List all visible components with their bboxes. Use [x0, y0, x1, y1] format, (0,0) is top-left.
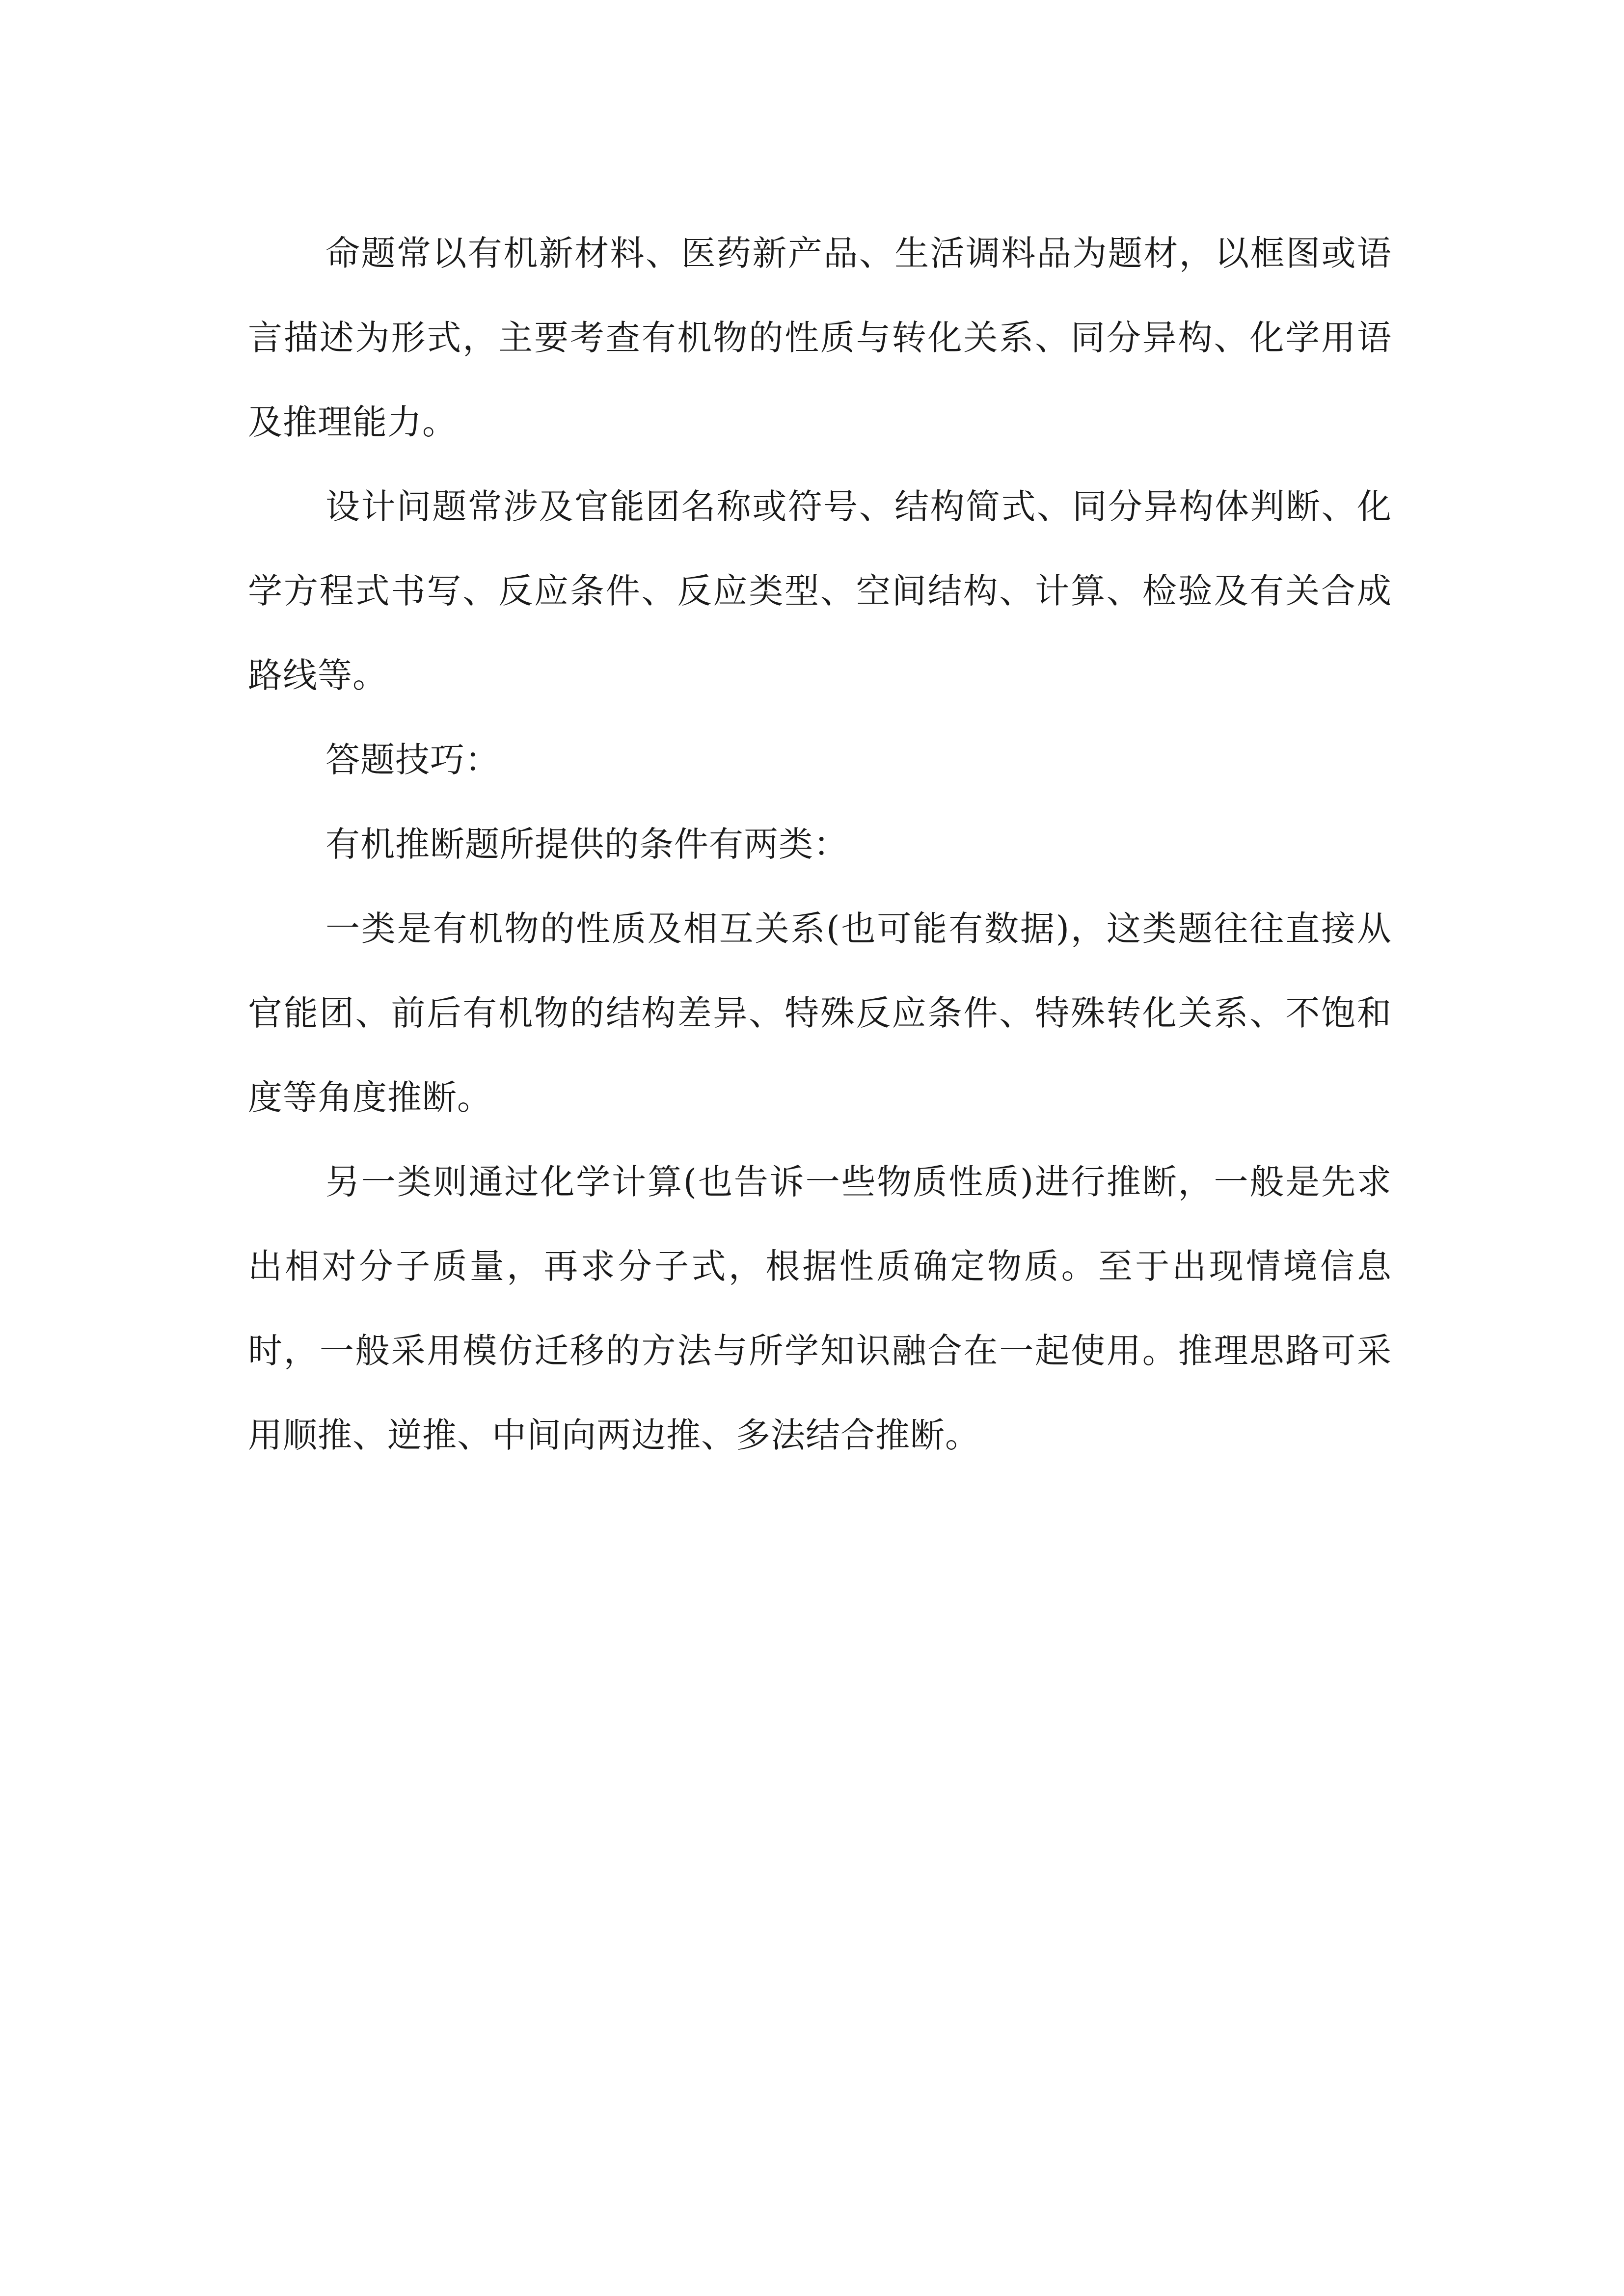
paragraph-answer-tips-heading: 答题技巧： [325, 740, 500, 780]
paragraph-condition-types: 有机推断题所提供的条件有两类： [325, 824, 848, 864]
document-body [248, 211, 1392, 1477]
paragraph-topic-overview: 命题常以有机新材料、医药新产品、生活调料品为题材，以框图或语言描述为形式，主要考查有机物的性质与转化关系、同分异构、化学用语及推理能力。 [248, 233, 1392, 442]
paragraph-type-two: 另一类则通过化学计算(也告诉一些物质性质)进行推断，一般是先求出相对分子质量，再求分子式，根据性质确定物质。至于出现情境信息时，一般采用模仿迁移的方法与所学知识融合在一起使用。推理思路可采用顺推、逆推、中间向两边推、多法结合推断。 [248, 1162, 1392, 1455]
paragraph-type-one: 一类是有机物的性质及相互关系(也可能有数据)，这类题往往直接从官能团、前后有机物的结构差异、特殊反应条件、特殊转化关系、不饱和度等角度推断。 [248, 908, 1392, 1118]
paragraph-question-design: 设计问题常涉及官能团名称或符号、结构简式、同分异构体判断、化学方程式书写、反应条件、反应类型、空间结构、计算、检验及有关合成路线等。 [248, 486, 1392, 695]
